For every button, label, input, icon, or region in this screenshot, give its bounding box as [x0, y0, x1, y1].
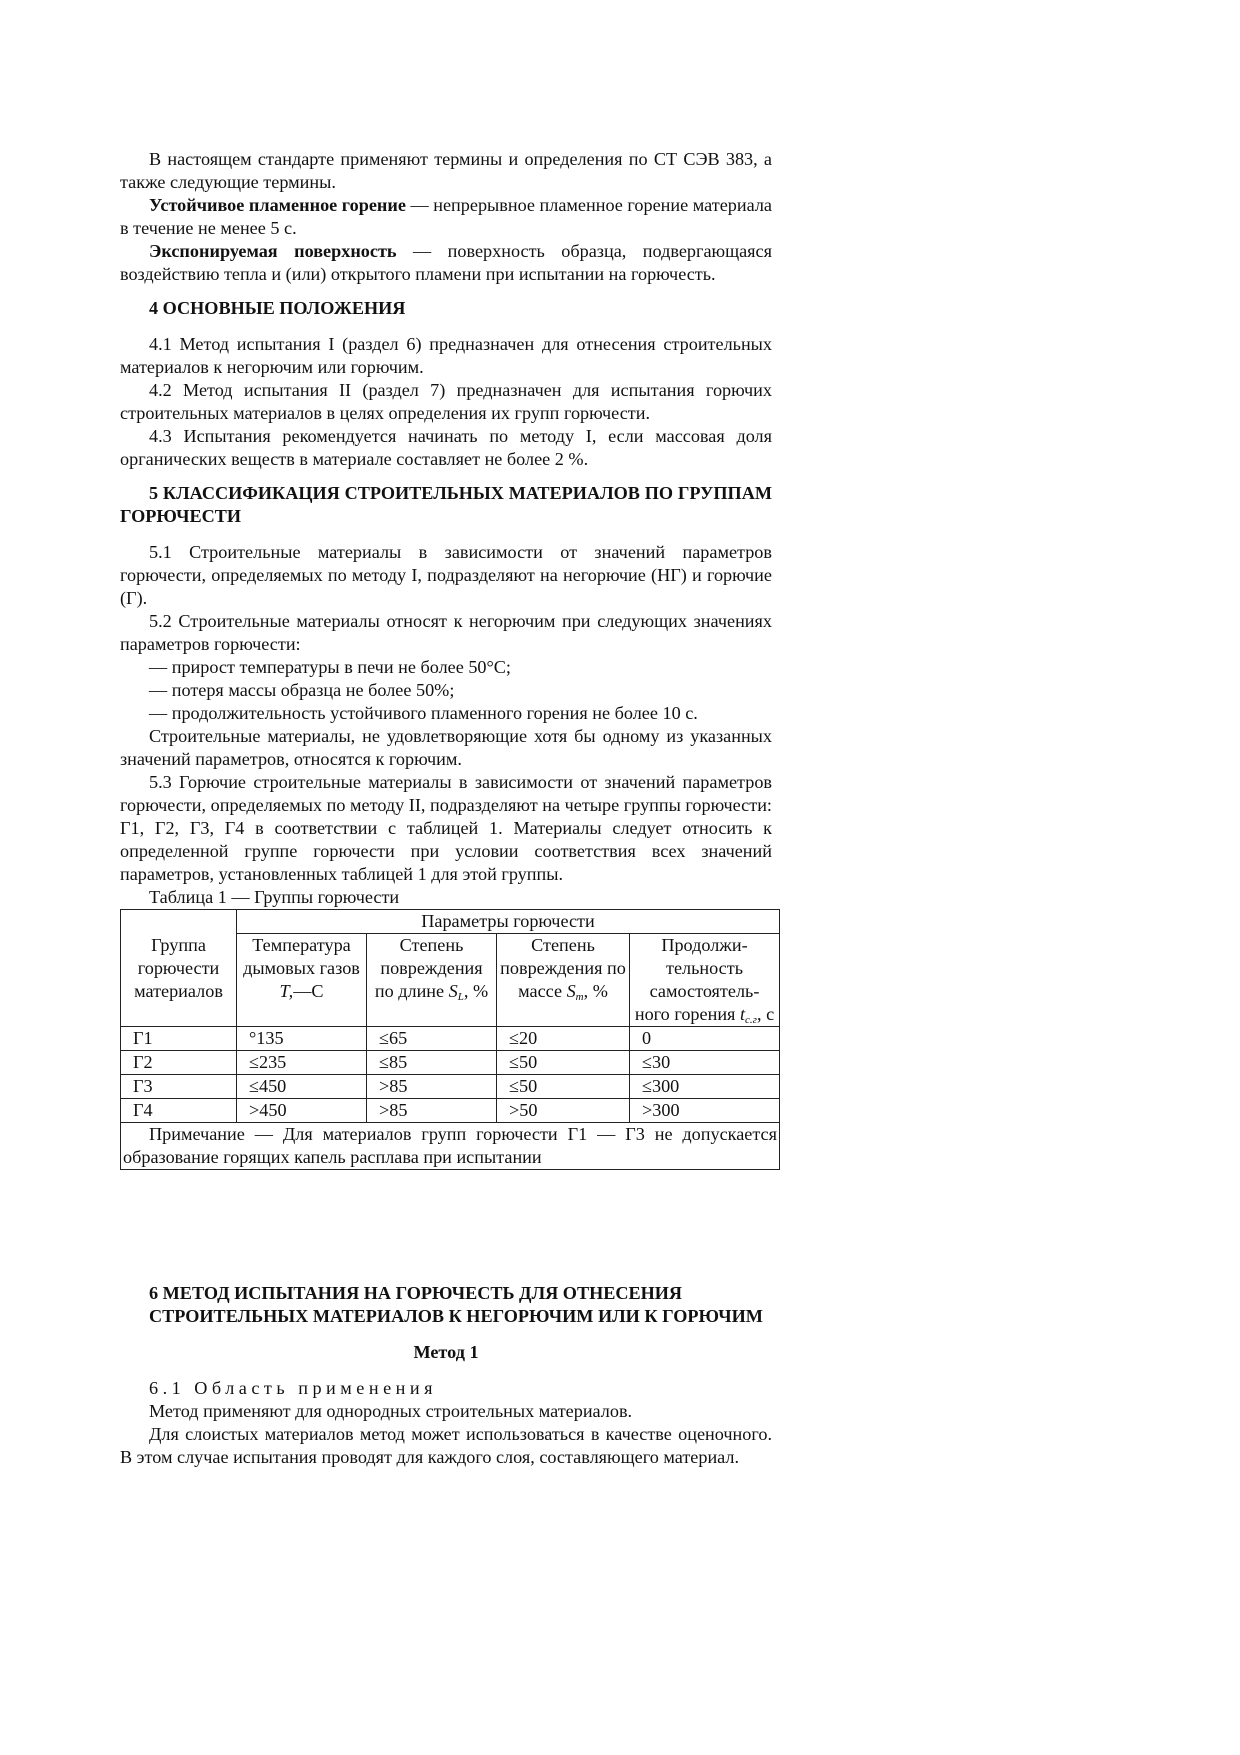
- list-item-1: — прирост температуры в печи не более 50°С;: [149, 657, 511, 677]
- table-cell: ≤85: [367, 1051, 497, 1075]
- intro-paragraph: В настоящем стандарте применяют термины и определения по СТ СЭВ 383, а также следующие термины.: [120, 149, 772, 192]
- table-cell: >85: [367, 1099, 497, 1123]
- header-parameters: Параметры горючести: [237, 910, 780, 934]
- header-mass-text: Степень повреждения по массе: [500, 935, 626, 1001]
- header-duration-symbol: t: [739, 1004, 746, 1024]
- table-cell: Г1: [121, 1027, 237, 1051]
- header-length-subscript: L: [457, 991, 464, 1003]
- table-cell: ≤20: [497, 1027, 630, 1051]
- section-5-1: 5.1 Строительные материалы в зависимости от значений параметров горючести, определяемых по методу I, подразделяют на негорючие (НГ) и горючие (Г).: [120, 542, 772, 608]
- header-mass-unit: , %: [583, 981, 608, 1001]
- section-5-3: 5.3 Горючие строительные материалы в зависимости от значений параметров горючести, определяемых по методу II, подразделяют на четыре группы горючести: Г1, Г2, Г3, Г4 в соответствии с таблицей 1. Материалы следует относить к определенной группе горючести при условии соответствия всех значений параметров, установленных таблицей 1 для этой группы.: [120, 772, 772, 884]
- table-cell: ≤50: [497, 1075, 630, 1099]
- table-note-row: [121, 1123, 780, 1170]
- term-2-definition: — поверхность образца, подвергающаяся воздействию тепла и (или) открытого пламени при испытании на горючесть.: [120, 241, 772, 284]
- method-title: Метод 1: [413, 1342, 479, 1362]
- table-cell: ≤300: [630, 1075, 780, 1099]
- section-6-heading: 6 МЕТОД ИСПЫТАНИЯ НА ГОРЮЧЕСТЬ ДЛЯ ОТНЕСЕНИЯ СТРОИТЕЛЬНЫХ МАТЕРИАЛОВ К НЕГОРЮЧИМ ИЛИ К ГОРЮЧИМ: [149, 1283, 763, 1326]
- header-length-text: Степень повреждения по длине: [374, 935, 483, 1001]
- table-row: [121, 1099, 780, 1123]
- term-1-definition: — непрерывное пламенное горение материала в течение не менее 5 с.: [120, 195, 772, 238]
- table-row: [121, 1027, 780, 1051]
- table-note: Примечание — Для материалов групп горючести Г1 — Г3 не допускается образование горящих капель расплава при испытании: [121, 1123, 780, 1170]
- list-item-2: — потеря массы образца не более 50%;: [149, 680, 455, 700]
- header-mass-subscript: m: [575, 991, 584, 1003]
- header-temperature: [237, 934, 367, 1027]
- subsection-6-1-title: 6.1 Область применения: [149, 1378, 438, 1398]
- header-duration-subscript: с.г: [745, 1014, 757, 1026]
- header-temperature-unit: —С: [293, 981, 324, 1001]
- term-1: Устойчивое пламенное горение: [149, 195, 406, 215]
- term-2: Экспонируемая поверхность: [149, 241, 397, 261]
- table-cell: °135: [237, 1027, 367, 1051]
- header-mass-damage: [497, 934, 630, 1027]
- table-cell: ≤235: [237, 1051, 367, 1075]
- section-5-2: 5.2 Строительные материалы относят к негорючим при следующих значениях параметров горючести:: [120, 611, 772, 654]
- section-4-3: 4.3 Испытания рекомендуется начинать по методу I, если массовая доля органических веществ в материале составляет не более 2 %.: [120, 426, 772, 469]
- flammability-table: [120, 909, 780, 1170]
- table-caption: Таблица 1 — Группы горючести: [149, 887, 400, 907]
- document-page: [120, 148, 777, 1469]
- table-cell: >300: [630, 1099, 780, 1123]
- section-4-heading: 4 ОСНОВНЫЕ ПОЛОЖЕНИЯ: [149, 298, 406, 318]
- header-duration-text: Продолжи-тельность самостоятель-ного горения: [634, 935, 760, 1024]
- table-row: [121, 1075, 780, 1099]
- table-cell: Г4: [121, 1099, 237, 1123]
- header-length-symbol: S: [448, 981, 458, 1001]
- table-cell: >85: [367, 1075, 497, 1099]
- table-cell: 0: [630, 1027, 780, 1051]
- table-cell: ≤65: [367, 1027, 497, 1051]
- header-mass-symbol: S: [566, 981, 576, 1001]
- section-4-2: 4.2 Метод испытания II (раздел 7) предназначен для испытания горючих строительных материалов в целях определения их групп горючести.: [120, 380, 772, 423]
- list-item-3: — продолжительность устойчивого пламенного горения не более 10 с.: [149, 703, 698, 723]
- table-cell: ≤50: [497, 1051, 630, 1075]
- header-temperature-text: Температура дымовых газов: [243, 935, 360, 978]
- table-cell: ≤30: [630, 1051, 780, 1075]
- table-row: [121, 1051, 780, 1075]
- table-cell: ≤450: [237, 1075, 367, 1099]
- header-temperature-symbol: Т,: [279, 981, 294, 1001]
- table-header-row: [121, 910, 780, 934]
- header-group: Группа горючести материалов: [121, 910, 237, 1027]
- table-cell: >450: [237, 1099, 367, 1123]
- term-definition-1: [120, 194, 772, 240]
- header-length-damage: [367, 934, 497, 1027]
- section-6-1-paragraph-1: Метод применяют для однородных строительных материалов.: [149, 1401, 633, 1421]
- term-definition-2: [120, 240, 772, 286]
- section-5-heading: 5 КЛАССИФИКАЦИЯ СТРОИТЕЛЬНЫХ МАТЕРИАЛОВ ПО ГРУППАМ ГОРЮЧЕСТИ: [120, 483, 772, 526]
- header-length-unit: , %: [463, 981, 489, 1001]
- section-6-1-paragraph-2: Для слоистых материалов метод может использоваться в качестве оценочного. В этом случае испытания проводят для каждого слоя, составляющего материал.: [120, 1424, 772, 1467]
- section-4-1: 4.1 Метод испытания I (раздел 6) предназначен для отнесения строительных материалов к негорючим или горючим.: [120, 334, 772, 377]
- table-cell: Г3: [121, 1075, 237, 1099]
- header-burning-duration: [630, 934, 780, 1027]
- section-5-2-conclusion: Строительные материалы, не удовлетворяющие хотя бы одному из указанных значений параметров, относятся к горючим.: [120, 726, 772, 769]
- table-cell: >50: [497, 1099, 630, 1123]
- header-duration-unit: , с: [756, 1004, 775, 1024]
- table-cell: Г2: [121, 1051, 237, 1075]
